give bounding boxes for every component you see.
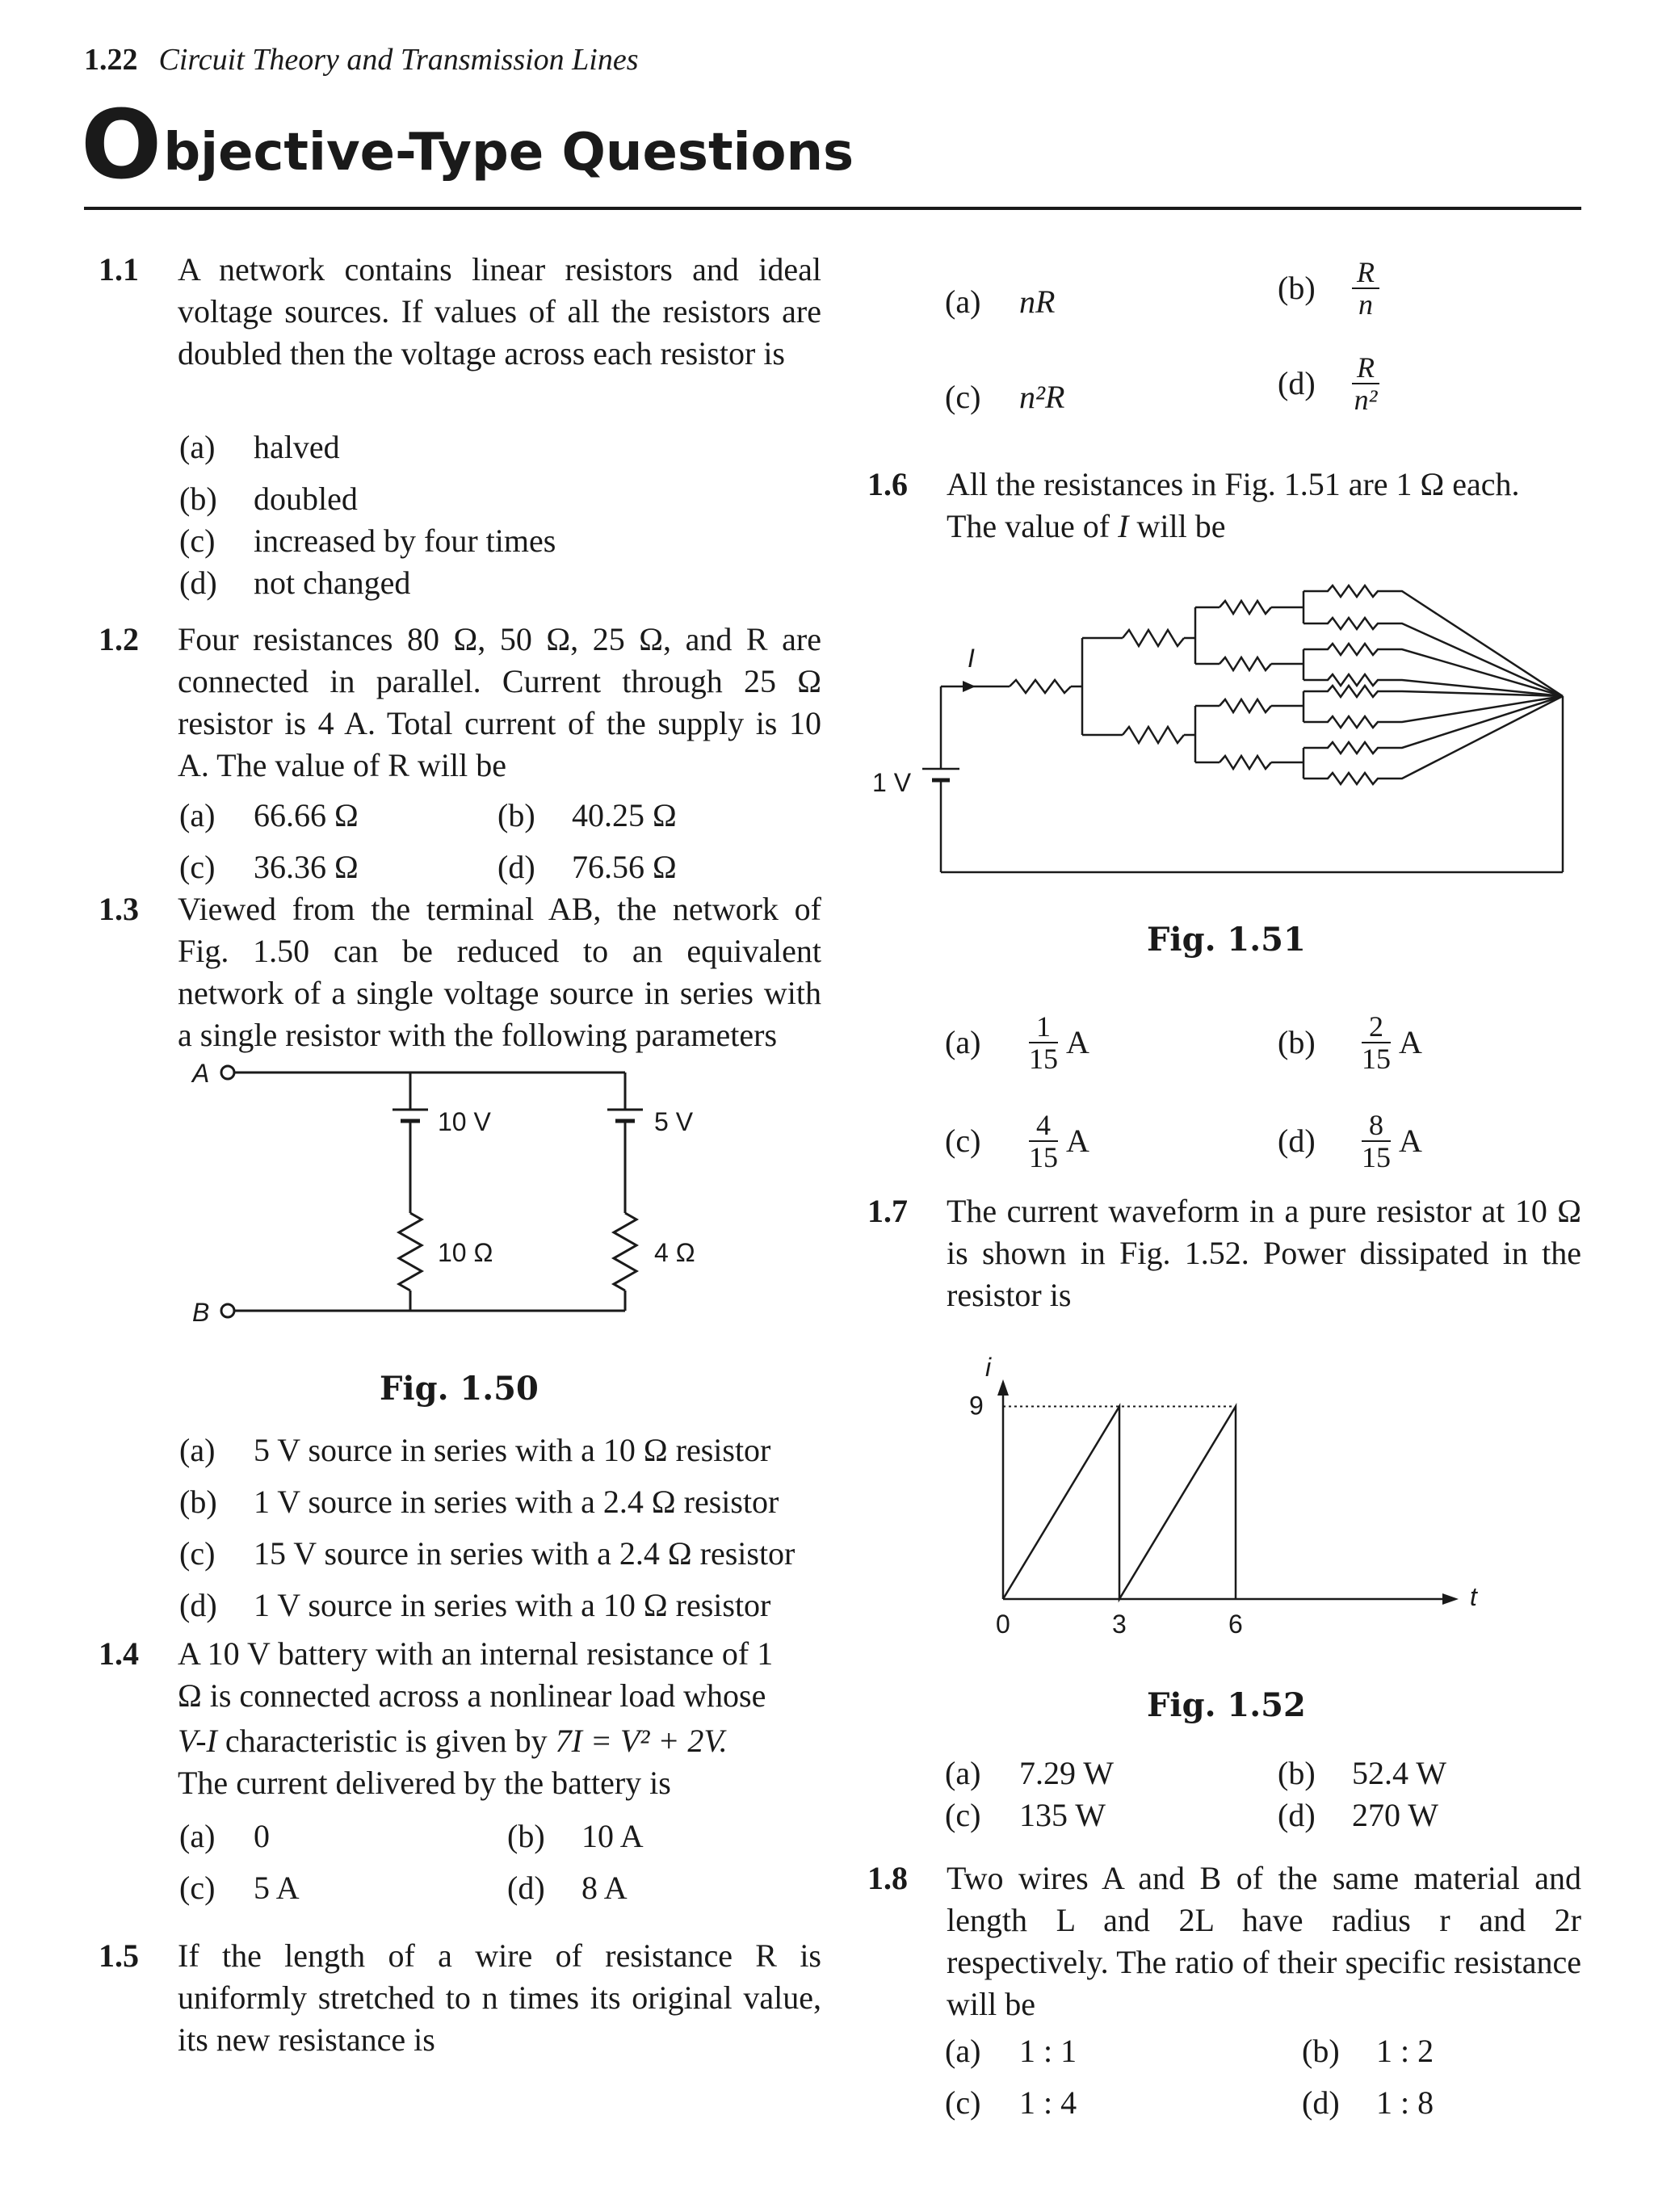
x-axis-arrow xyxy=(1442,1593,1459,1605)
question-number: 1.6 xyxy=(867,466,908,502)
question-number: 1.7 xyxy=(867,1193,908,1229)
section-title xyxy=(81,89,854,200)
option-1-4-a: (a) 0 xyxy=(179,1818,270,1854)
x-tick-3: 3 xyxy=(1112,1610,1127,1639)
option-1-2-c: (c) 36.36 Ω xyxy=(179,849,359,885)
resistor-4-ohm-label: 4 Ω xyxy=(654,1238,695,1267)
option-1-1-d: (d) not changed xyxy=(179,565,411,601)
question-text: A network contains linear resistors and ideal voltage sources. If values of all the resistors are doubled then the voltage across each resistor is xyxy=(178,251,821,371)
question-text: Viewed from the terminal AB, the network of Fig. 1.50 can be reduced to an equivalent network of a single voltage source in series with a single resistor with the following parameters xyxy=(178,891,821,1053)
question-text: Four resistances 80 Ω, 50 Ω, 25 Ω, and R are connected in parallel. Current through 25 Ω resistor is 4 A. Total current of the supply is 10 A. The value of R will be xyxy=(178,621,821,783)
y-axis-arrow xyxy=(997,1379,1009,1396)
question-number: 1.3 xyxy=(99,891,139,927)
option-1-3-c: (c) 15 V source in series with a 2.4 Ω resistor xyxy=(179,1535,796,1572)
running-header xyxy=(84,42,639,78)
option-1-8-b: (b) 1 : 2 xyxy=(1302,2033,1434,2069)
option-1-7-c: (c) 135 W xyxy=(945,1797,1106,1833)
source-10v-label: 10 V xyxy=(438,1107,491,1136)
x-tick-0: 0 xyxy=(996,1610,1010,1639)
source-1v-label: 1 V xyxy=(872,768,912,797)
option-1-4-d: (d) 8 A xyxy=(507,1870,628,1906)
option-1-7-d: (d) 270 W xyxy=(1278,1797,1439,1833)
option-1-5-c: (c) n²R xyxy=(945,379,1065,415)
figure-1-50-circuit xyxy=(186,1050,695,1327)
option-1-7-a: (a) 7.29 W xyxy=(945,1755,1115,1791)
y-tick-9: 9 xyxy=(969,1391,984,1421)
resistor-10-ohm-label: 10 Ω xyxy=(438,1238,493,1267)
figure-1-51-circuit xyxy=(856,565,1583,888)
question-text: Two wires A and B of the same material and length L and 2L have radius r and 2r respectively. The ratio of their specific resistance will be xyxy=(947,1860,1581,2022)
question-number: 1.2 xyxy=(99,621,139,657)
question-text: The current waveform in a pure resistor at 10 Ω is shown in Fig. 1.52. Power dissipated in the resistor is xyxy=(947,1193,1581,1313)
running-title: Circuit Theory and Transmission Lines xyxy=(158,43,639,77)
section-title-initial: O xyxy=(81,89,162,200)
waveform-line xyxy=(1003,1407,1236,1600)
option-1-6-a: (a) $\frac{1}{15}$ A xyxy=(945,1010,1089,1075)
option-1-3-b: (b) 1 V source in series with a 2.4 Ω resistor xyxy=(179,1484,779,1520)
question-text: If the length of a wire of resistance R is uniformly stretched to n times its original value, its new resistance is xyxy=(178,1937,821,2058)
option-1-4-b: (b) 10 A xyxy=(507,1818,644,1854)
option-1-1-c: (c) increased by four times xyxy=(179,523,556,559)
y-axis-label: i xyxy=(985,1353,992,1382)
question-text: All the resistances in Fig. 1.51 are 1 Ω each. The value of I will be xyxy=(947,466,1520,544)
terminal-b-label: B xyxy=(192,1298,210,1327)
option-1-6-c: (c) $\frac{4}{15}$ A xyxy=(945,1109,1089,1173)
question-number: 1.1 xyxy=(99,251,139,288)
option-1-8-a: (a) 1 : 1 xyxy=(945,2033,1077,2069)
option-1-5-a: (a) nR xyxy=(945,283,1056,320)
option-1-2-a: (a) 66.66 Ω xyxy=(179,797,359,833)
option-1-3-d: (d) 1 V source in series with a 10 Ω resistor xyxy=(179,1587,771,1623)
question-1-4 xyxy=(99,1633,821,1811)
x-tick-6: 6 xyxy=(1228,1610,1243,1639)
title-rule xyxy=(84,207,1581,210)
option-1-1-b: (b) doubled xyxy=(179,481,358,517)
option-1-4-c: (c) 5 A xyxy=(179,1870,300,1906)
question-number: 1.5 xyxy=(99,1937,139,1974)
current-i-label: I xyxy=(968,644,975,673)
figure-1-51-caption: Fig. 1.51 xyxy=(1147,921,1306,959)
equation: 7I = V² + 2V. xyxy=(555,1723,728,1759)
option-1-5-b: (b) $\frac{R}{n}$ xyxy=(1278,257,1379,320)
source-5v-label: 5 V xyxy=(654,1107,694,1136)
figure-1-52-chart xyxy=(953,1353,1486,1647)
page-number: 1.22 xyxy=(84,43,138,77)
option-1-5-d: (d) $\frac{R}{\text{n²}}$ xyxy=(1278,352,1379,415)
option-1-8-c: (c) 1 : 4 xyxy=(945,2084,1077,2121)
option-1-6-d: (d) $\frac{8}{15}$ A xyxy=(1278,1109,1422,1173)
option-1-8-d: (d) 1 : 8 xyxy=(1302,2084,1434,2121)
option-1-2-b: (b) 40.25 Ω xyxy=(497,797,677,833)
question-number: 1.8 xyxy=(867,1860,908,1896)
option-1-6-b: (b) $\frac{2}{15}$ A xyxy=(1278,1010,1422,1075)
option-1-1-a: (a) halved xyxy=(179,429,340,465)
question-number: 1.4 xyxy=(99,1635,139,1672)
question-text: A 10 V battery with an internal resistance of 1 Ω is connected across a nonlinear load whose V-I characteristic is given by 7I = V² + 2V. The current delivered by the battery is xyxy=(178,1635,774,1801)
option-1-3-a: (a) 5 V source in series with a 10 Ω resistor xyxy=(179,1432,771,1468)
section-title-rest: bjective-Type Questions xyxy=(163,123,854,183)
x-axis-label: t xyxy=(1470,1582,1477,1611)
figure-1-50-caption: Fig. 1.50 xyxy=(380,1370,539,1408)
terminal-a-label: A xyxy=(192,1059,210,1088)
figure-1-52-caption: Fig. 1.52 xyxy=(1147,1686,1306,1724)
option-1-7-b: (b) 52.4 W xyxy=(1278,1755,1447,1791)
option-1-2-d: (d) 76.56 Ω xyxy=(497,849,677,885)
